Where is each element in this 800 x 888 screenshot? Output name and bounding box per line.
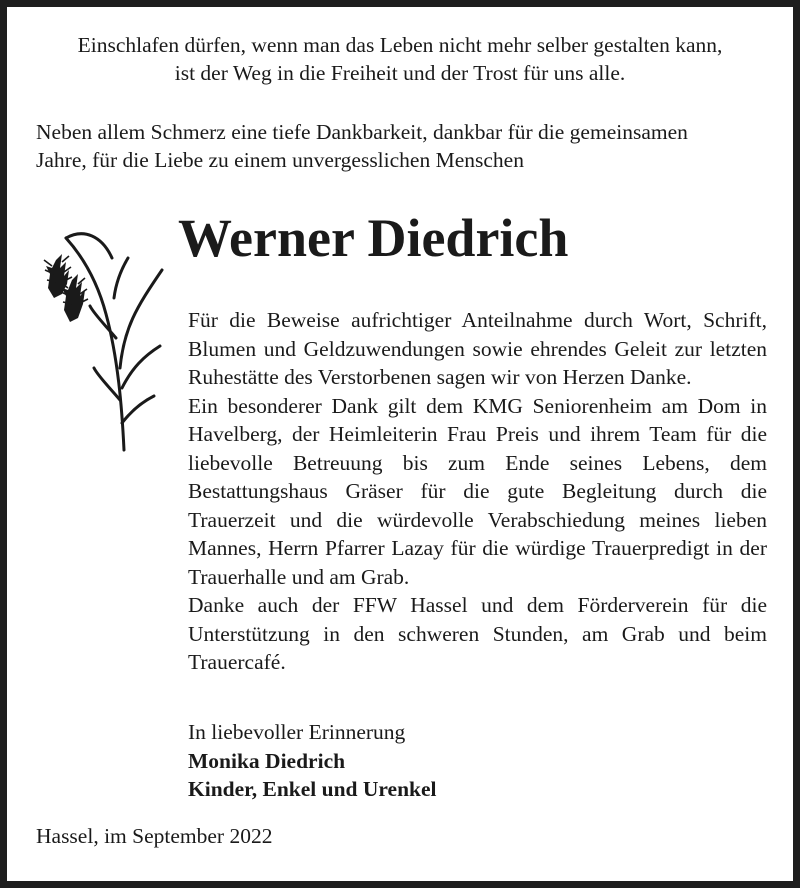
wheat-stalks-icon: [36, 218, 166, 458]
body-paragraph-2: Ein besonderer Dank gilt dem KMG Seniorenheim am Dom in Havelberg, der Heimleiterin Frau Preis und ihrem Team für die liebevolle Betreuung bis zum Ende seines Lebens, dem Bestattungshaus Gräser für die gute Begleitung durch die Trauerzeit und die würdevolle Verabschiedung meines lieben Mannes, Herrn Pfarrer Lazay für die würdige Trauerpredigt in der Trauerhalle und am Grab.: [188, 393, 767, 589]
signature-intro: In liebevoller Erinnerung: [188, 720, 406, 744]
place-date: Hassel, im September 2022: [36, 824, 273, 848]
body-paragraph-3: Danke auch der FFW Hassel und dem Förderverein für die Unterstützung in den schweren Stunden, am Grab und beim Trauercafé.: [188, 593, 767, 674]
quote-line-1: Einschlafen dürfen, wenn man das Leben nicht mehr selber gestalten kann,: [77, 33, 723, 57]
thank-you-text: [188, 306, 767, 677]
body-paragraph-1: Für die Beweise aufrichtiger Anteilnahme durch Wort, Schrift, Blumen und Geldzuwendungen sowie ehrendes Geleit zur letzten Ruhestätte des Verstorbenen sagen wir von Herzen Danke.: [188, 308, 767, 389]
signature-name: Monika Diedrich: [188, 749, 346, 773]
quote-line-2: ist der Weg in die Freiheit und der Trost für uns alle.: [174, 61, 626, 85]
intro-line-1: Neben allem Schmerz eine tiefe Dankbarkeit, dankbar für die gemeinsamen: [36, 120, 688, 144]
intro-line-2: Jahre, für die Liebe zu einem unvergesslichen Menschen: [36, 148, 524, 172]
deceased-name: Werner Diedrich: [178, 208, 569, 268]
signature-family: Kinder, Enkel und Urenkel: [188, 777, 437, 801]
